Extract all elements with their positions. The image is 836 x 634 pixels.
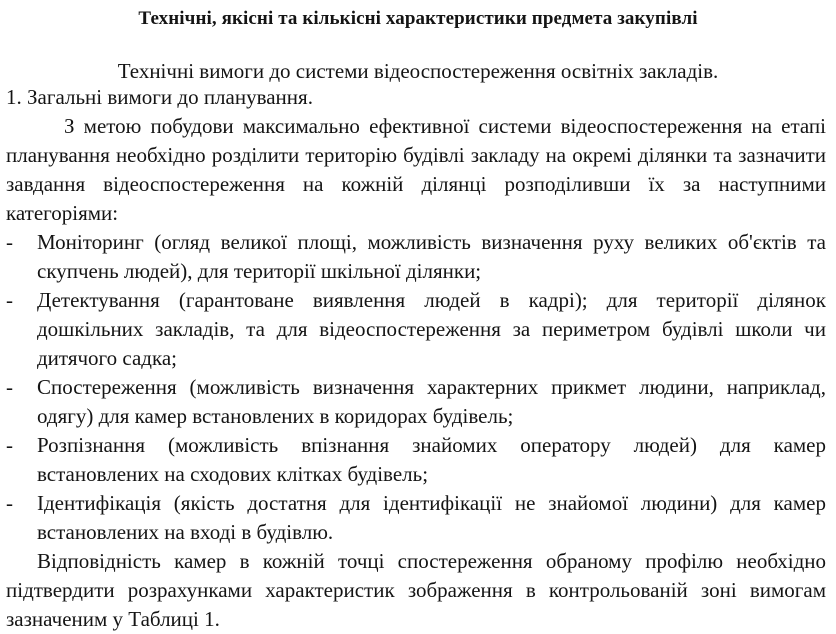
list-item-text: Розпізнання (можливість впізнання знайомих оператору людей) для камер встановлених на сходових клітках будівель; xyxy=(37,433,826,486)
document-heading: Технічні, якісні та кількісні характеристики предмета закупівлі xyxy=(138,8,698,29)
list-item xyxy=(6,373,826,431)
list-dash: - xyxy=(6,288,13,312)
list-item xyxy=(6,431,826,489)
closing-paragraph: Відповідність камер в кожній точці спостереження обраному профілю необхідно підтвердити розрахунками характеристик зображення в контрольованій зоні вимогам зазначеним у Таблиці 1. xyxy=(6,549,826,631)
section-title: 1. Загальні вимоги до планування. xyxy=(6,85,313,109)
list-item xyxy=(6,489,826,547)
list-item xyxy=(6,286,826,373)
list-item-text: Спостереження (можливість визначення характерних прикмет людини, наприклад, одягу) для камер встановлених в коридорах будівель; xyxy=(37,375,826,428)
list-item-text: Ідентифікація (якість достатня для ідентифікації не знайомої людини) для камер встановлених на вході в будівлю. xyxy=(37,491,826,544)
list-dash: - xyxy=(6,491,13,515)
intro-paragraph: З метою побудови максимально ефективної системи відеоспостереження на етапі планування необхідно розділити територію будівлі закладу на окремі ділянки та зазначити завдання відеоспостереження на кожній ділянці розподіливши їх за наступними категоріями: xyxy=(6,114,826,225)
document-subheading: Технічні вимоги до системи відеоспостереження освітніх закладів. xyxy=(117,59,719,83)
list-item-text: Моніторинг (огляд великої площі, можливість визначення руху великих об'єктів та скупчень людей), для території шкільної ділянки; xyxy=(37,230,826,283)
list-item xyxy=(6,228,826,286)
list-item-text: Детектування (гарантоване виявлення людей в кадрі); для території ділянок дошкільних закладів, та для відеоспостереження за периметром будівлі школи чи дитячого садка; xyxy=(37,288,826,370)
list-dash: - xyxy=(6,375,13,399)
requirements-list xyxy=(0,228,836,547)
list-dash: - xyxy=(6,230,13,254)
list-dash: - xyxy=(6,433,13,457)
